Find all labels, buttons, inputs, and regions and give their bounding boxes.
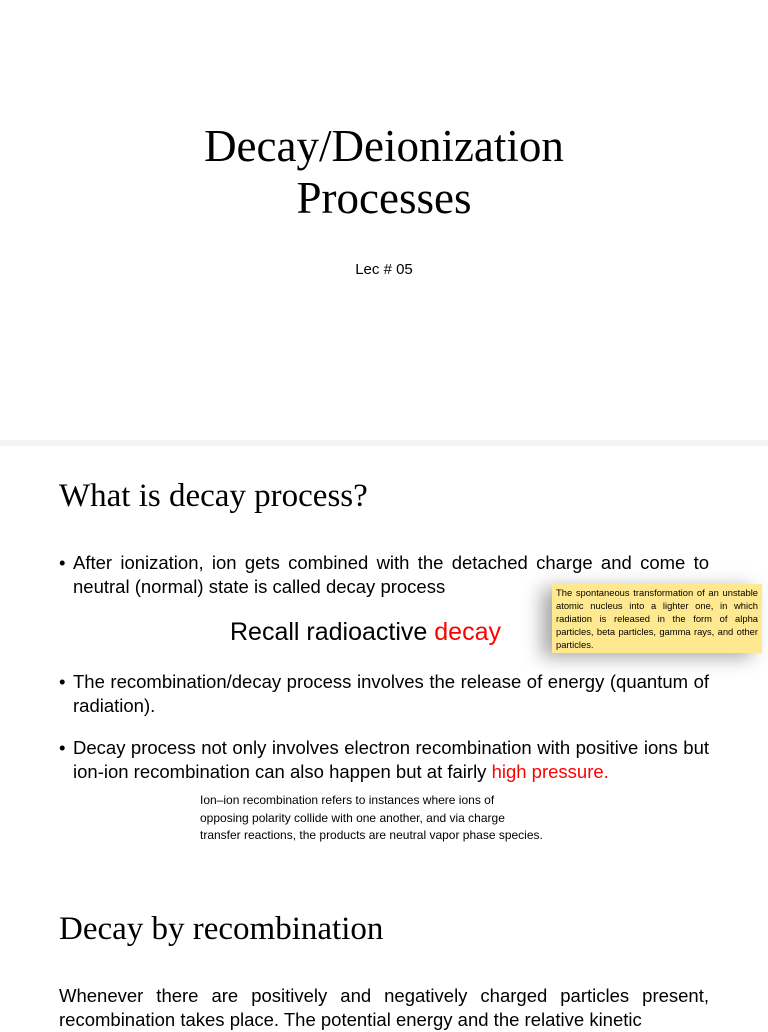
bullet-text: After ionization, ion gets combined with the detached charge and come to neutral (normal) state is called decay process bbox=[73, 552, 709, 597]
title-line-2: Processes bbox=[296, 173, 472, 223]
caption-line: opposing polarity collide with one another, and via charge bbox=[200, 810, 505, 825]
section-heading-decay-process: What is decay process? bbox=[59, 478, 368, 514]
bullet-text-wrap bbox=[73, 736, 709, 784]
bullet-text: Decay process not only involves electron recombination with positive ions but ion-ion recombination can also happen but at fairly bbox=[73, 737, 709, 782]
ion-ion-caption bbox=[200, 792, 600, 845]
bullet-energy-release bbox=[59, 670, 709, 718]
radioactive-decay-note: The spontaneous transformation of an unstable atomic nucleus into a lighter one, in which radiation is released in the form of alpha particles, beta particles, gamma rays, and other particles. bbox=[552, 584, 762, 653]
bullet-highlight: high pressure. bbox=[491, 761, 609, 782]
lecture-number: Lec # 05 bbox=[355, 261, 413, 278]
slide-title bbox=[0, 120, 768, 224]
bullet-ion-ion bbox=[59, 736, 709, 784]
title-line-1: Decay/Deionization bbox=[204, 121, 564, 171]
bullet-text: The recombination/decay process involves the release of energy (quantum of radiation). bbox=[73, 671, 709, 716]
bullet-dot: • bbox=[59, 737, 66, 758]
caption-line: Ion–ion recombination refers to instances where ions of bbox=[200, 793, 495, 807]
bullet-dot: • bbox=[59, 552, 66, 573]
recall-text: Recall radioactive bbox=[230, 618, 435, 646]
recall-line bbox=[230, 618, 501, 647]
recombination-paragraph: Whenever there are positively and negatively charged particles present, recombination takes place. The potential energy and the relative kinetic bbox=[59, 985, 709, 1030]
recall-highlight: decay bbox=[434, 618, 501, 646]
bullet-dot: • bbox=[59, 671, 66, 692]
section-heading-recombination: Decay by recombination bbox=[59, 911, 384, 947]
title-slide bbox=[0, 0, 768, 440]
caption-line: transfer reactions, the products are neutral vapor phase species. bbox=[200, 828, 543, 842]
